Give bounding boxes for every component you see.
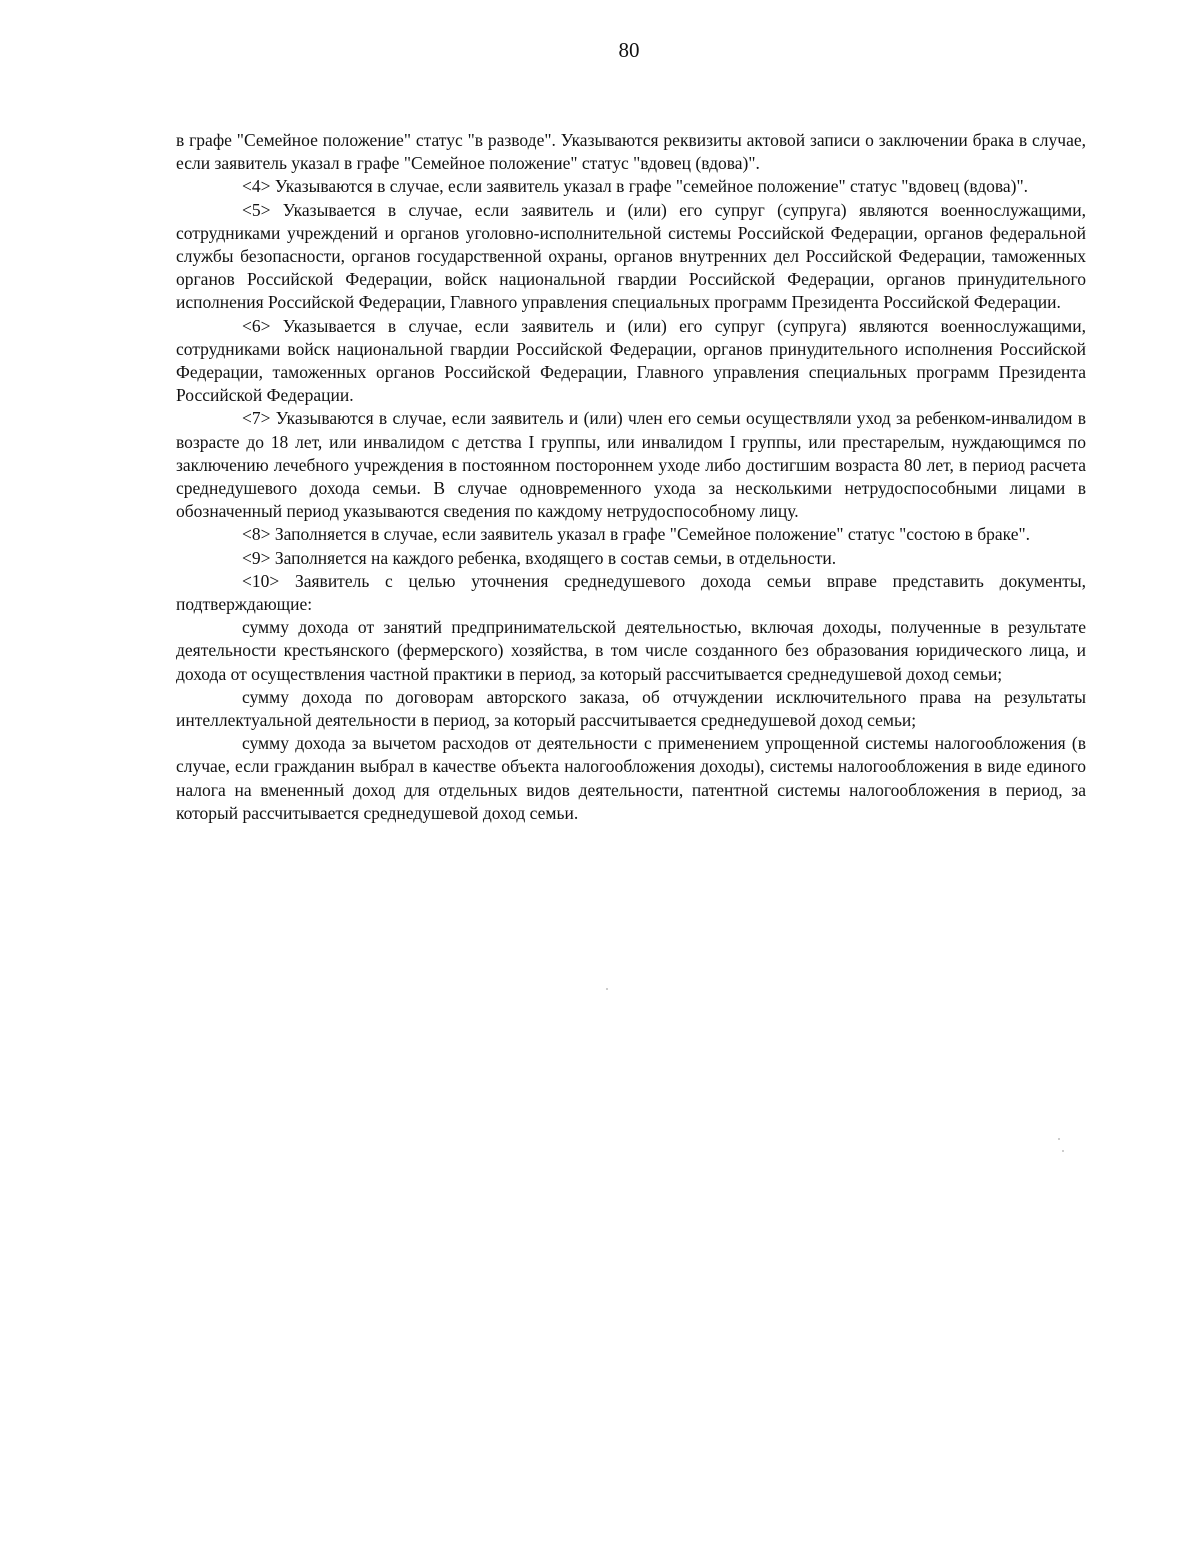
scan-speck [606, 988, 608, 990]
footnote-7: <7> Указываются в случае, если заявитель и (или) член его семьи осуществляли уход за ребенком-инвалидом в возрасте до 18 лет, или инвалидом с детства I группы, или инвалидом I группы, или престарелым, нуждающимся по заключению лечебного учреждения в постоянном постороннем уходе либо достигшим возраста 80 лет, в период расчета среднедушевого дохода семьи. В случае одновременного ухода за несколькими нетрудоспособными лицами в обозначенный период указываются сведения по каждому нетрудоспособному лицу. [176, 408, 1086, 522]
footnote-10-item-tax-systems: сумму дохода за вычетом расходов от деятельности с применением упрощенной системы налогообложения (в случае, если гражданин выбрал в качестве объекта налогообложения доходы), системы налогообложения в виде единого налога на вмененный доход для отдельных видов деятельности, патентной системы налогообложения в период, за который рассчитывается среднедушевой доход семьи. [176, 733, 1086, 823]
footnote-10-item-author-contracts: сумму дохода по договорам авторского заказа, об отчуждении исключительного права на результаты интеллектуальной деятельности в период, за который рассчитывается среднедушевой доход семьи; [176, 686, 1086, 731]
scan-speck [1058, 1138, 1060, 1140]
footnote-10-item-business-income: сумму дохода от занятий предпринимательской деятельностью, включая доходы, полученные в результате деятельности крестьянского (фермерского) хозяйства, в том числе созданного без образования юридического лица, и дохода от осуществления частной практики в период, за который рассчитывается среднедушевой доход семьи; [176, 617, 1086, 684]
footnote-8: <8> Заполняется в случае, если заявитель указал в графе "Семейное положение" статус "состою в браке". [242, 524, 1031, 545]
footnote-10: <10> Заявитель с целью уточнения среднедушевого дохода семьи вправе представить документы, подтверждающие: [176, 570, 1086, 615]
footnote-9: <9> Заполняется на каждого ребенка, входящего в состав семьи, в отдельности. [242, 547, 837, 568]
paragraph-continuation: в графе "Семейное положение" статус "в разводе". Указываются реквизиты актовой записи о заключении брака в случае, если заявитель указал в графе "Семейное положение" статус "вдовец (вдова)". [176, 130, 1086, 174]
page-number: 80 [618, 38, 640, 62]
footnote-4: <4> Указываются в случае, если заявитель указал в графе "семейное положение" статус "вдовец (вдова)". [242, 176, 1029, 197]
document-body [176, 129, 1086, 825]
scan-speck [1062, 1150, 1064, 1152]
footnote-5: <5> Указывается в случае, если заявитель и (или) его супруг (супруга) являются военнослужащими, сотрудниками учреждений и органов уголовно-исполнительной системы Российской Федерации, органов федеральной службы безопасности, органов государственной охраны, органов внутренних дел Российской Федерации, таможенных органов Российской Федерации, войск национальной гвардии Российской Федерации, органов принудительного исполнения Российской Федерации, Главного управления специальных программ Президента Российской Федерации. [176, 199, 1086, 313]
footnote-6: <6> Указывается в случае, если заявитель и (или) его супруг (супруга) являются военнослужащими, сотрудниками войск национальной гвардии Российской Федерации, органов принудительного исполнения Российской Федерации, таможенных органов Российской Федерации, Главного управления специальных программ Президента Российской Федерации. [176, 315, 1086, 406]
